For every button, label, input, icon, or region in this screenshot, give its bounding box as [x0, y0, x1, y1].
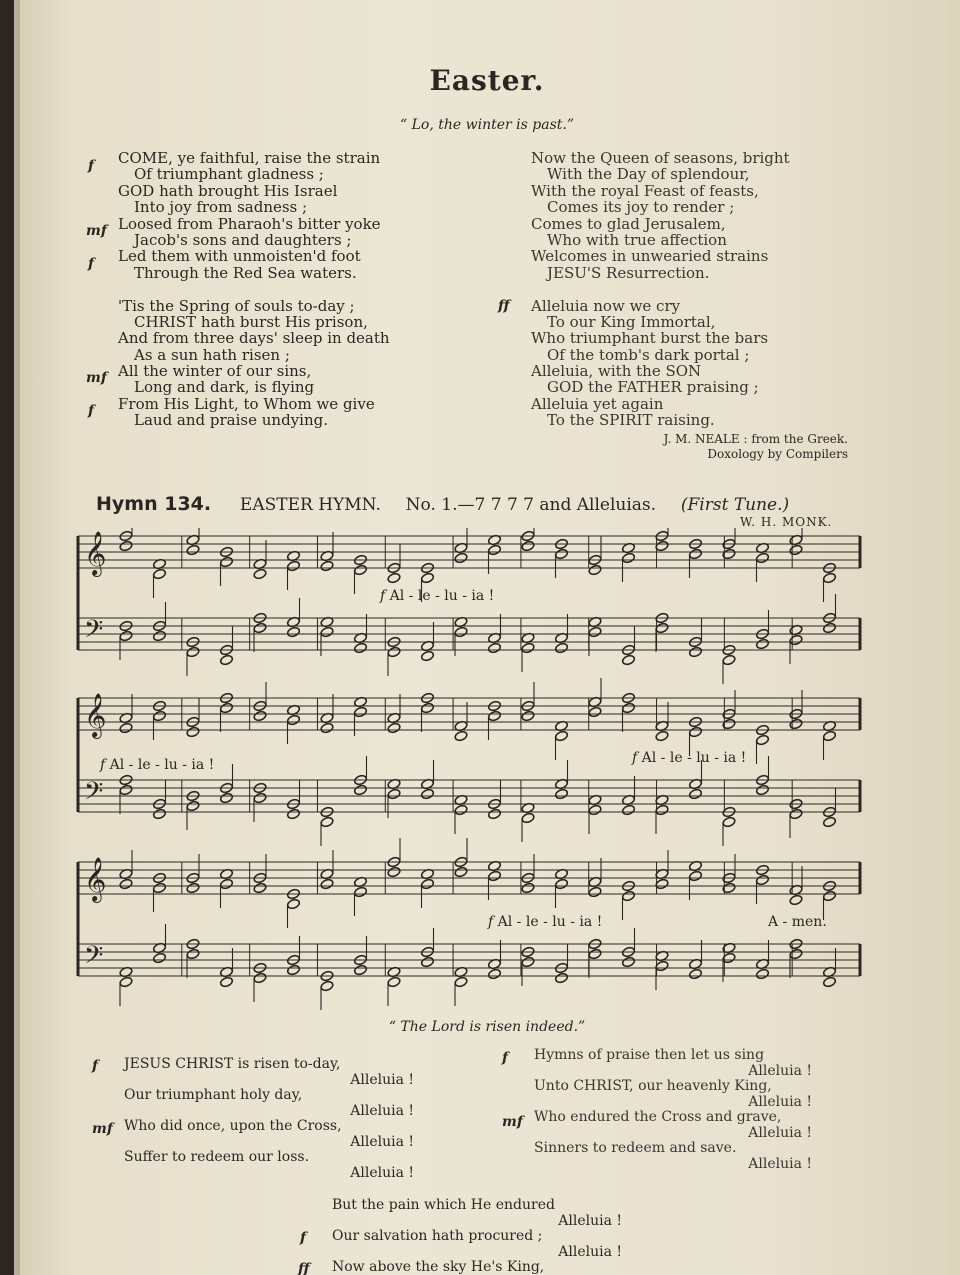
note-head [152, 952, 166, 964]
note-head [119, 722, 133, 734]
page-spine [14, 0, 20, 1275]
note-head [521, 956, 535, 968]
refrain: Alleluia ! [350, 1102, 414, 1119]
note-head [320, 626, 334, 638]
page-title: Easter. [429, 64, 545, 97]
meter: No. 1.—7 7 7 7 and Alleluias. [405, 495, 657, 515]
note-head [387, 722, 401, 734]
note-head [219, 702, 233, 714]
note-head [621, 702, 635, 714]
verse-line: To our King Immortal, [547, 312, 716, 331]
note-head [387, 572, 401, 584]
note-head [353, 564, 367, 576]
note-head [320, 560, 334, 572]
refrain: Alleluia ! [558, 1212, 622, 1229]
refrain: Alleluia ! [748, 1093, 812, 1110]
note-head [755, 638, 769, 650]
note-head [755, 784, 769, 796]
note-head [253, 882, 267, 894]
note-head [688, 870, 702, 882]
score-lyric [380, 588, 494, 604]
note-head [789, 634, 803, 646]
note-head [286, 626, 300, 638]
note-head [353, 642, 367, 654]
verse-line: Our triumphant holy day, [124, 1087, 303, 1103]
note-head [454, 552, 468, 564]
refrain: Alleluia ! [350, 1071, 414, 1088]
note-head [320, 980, 334, 992]
note-head [119, 784, 133, 796]
note-head [420, 572, 434, 584]
note-head [353, 886, 367, 898]
note-head [621, 804, 635, 816]
note-head [688, 968, 702, 980]
lyric-dynamic: f [488, 914, 494, 930]
score-lyric [632, 750, 746, 766]
note-head [186, 948, 200, 960]
note-head [420, 878, 434, 890]
verse-line: Welcomes in unwearied strains [531, 247, 769, 266]
note-head [755, 734, 769, 746]
verse-line: 'Tis the Spring of souls to-day ; [118, 296, 355, 315]
verse-line: Who endured the Cross and grave, [534, 1109, 782, 1125]
treble-clef-icon: 𝄞 [84, 693, 107, 737]
note-head [521, 540, 535, 552]
note-head [822, 572, 836, 584]
note-head [588, 804, 602, 816]
note-head [454, 976, 468, 988]
note-head [186, 726, 200, 738]
verse-line: Comes to glad Jerusalem, [531, 214, 726, 233]
note-head [119, 878, 133, 890]
note-head [219, 792, 233, 804]
note-head [219, 976, 233, 988]
note-head [420, 650, 434, 662]
dynamic-mark: mf [92, 1121, 113, 1137]
verse-line: Hymns of praise then let us sing [534, 1047, 765, 1063]
refrain: Alleluia ! [748, 1155, 812, 1172]
second-hymn-center [332, 1197, 622, 1275]
note-head [387, 646, 401, 658]
note-head [286, 898, 300, 910]
verse-line: Jacob's sons and daughters ; [134, 230, 352, 249]
refrain: Alleluia ! [748, 1062, 812, 1079]
note-head [320, 816, 334, 828]
verse-line: Alleluia yet again [531, 394, 664, 413]
refrain: Alleluia ! [350, 1164, 414, 1181]
note-head [789, 808, 803, 820]
note-head [688, 548, 702, 560]
second-epigraph: “ The Lord is risen indeed.” [388, 1019, 586, 1035]
note-head [253, 710, 267, 722]
note-head [186, 800, 200, 812]
treble-clef-icon: 𝄞 [84, 531, 107, 575]
note-head [688, 788, 702, 800]
note-head [353, 964, 367, 976]
note-head [186, 646, 200, 658]
note-head [554, 548, 568, 560]
note-head [722, 654, 736, 666]
verse-line: Through the Red Sea waters. [134, 263, 357, 282]
note-head [253, 792, 267, 804]
author-line: J. M. NEALE : from the Greek. [663, 432, 848, 446]
verse-line: With the royal Feast of feasts, [531, 181, 759, 200]
verse-line: Of triumphant gladness ; [134, 165, 324, 184]
note-head [487, 544, 501, 556]
note-head [822, 622, 836, 634]
note-head [387, 866, 401, 878]
note-head [789, 718, 803, 730]
verse-line: Led them with unmoisten'd foot [118, 247, 361, 266]
dynamic-mark: mf [86, 223, 107, 239]
verse-line: Into joy from sadness ; [134, 198, 308, 217]
note-head [588, 948, 602, 960]
hymnal-page [14, 0, 960, 1275]
note-head [119, 976, 133, 988]
note-head [387, 788, 401, 800]
note-head [186, 544, 200, 556]
poem-left-column [118, 150, 448, 429]
note-head [655, 730, 669, 742]
lyric-dynamic: f [100, 757, 106, 773]
hymn-number: Hymn 134. [96, 493, 212, 515]
verse-line: Laud and praise undying. [134, 411, 328, 430]
refrain: Alleluia ! [558, 1243, 622, 1260]
verse-line: Suffer to redeem our loss. [124, 1149, 310, 1165]
lyric-text: Al - le - lu - ia ! [389, 588, 495, 604]
verse-line: GOD the FATHER praising ; [547, 378, 759, 397]
score-lyric [488, 914, 602, 930]
note-head [454, 866, 468, 878]
note-head [822, 816, 836, 828]
lyric-text: Al - le - lu - ia ! [109, 757, 215, 773]
note-head [521, 710, 535, 722]
lyric-dynamic: f [380, 588, 386, 604]
verse-line: JESU'S Resurrection. [547, 263, 710, 282]
lyric-text: A - men. [768, 914, 827, 930]
dynamic-mark: f [92, 1058, 99, 1074]
hymn-header [96, 493, 789, 515]
note-head [655, 804, 669, 816]
note-head [454, 804, 468, 816]
note-head [253, 622, 267, 634]
verse-line: And from three days' sleep in death [118, 329, 390, 348]
note-head [588, 706, 602, 718]
note-head [353, 784, 367, 796]
note-head [755, 552, 769, 564]
note-head [588, 564, 602, 576]
verse-line: Who triumphant burst the bars [531, 329, 769, 348]
second-hymn-right [534, 1047, 812, 1171]
attribution [574, 432, 848, 462]
tune-name: EASTER HYMN. [239, 495, 381, 515]
note-head [822, 976, 836, 988]
dynamic-mark: f [88, 403, 95, 419]
note-head [822, 730, 836, 742]
verse-line: As a sun hath risen ; [134, 345, 290, 364]
note-head [219, 556, 233, 568]
dynamic-mark: ff [298, 1261, 310, 1275]
note-head [253, 972, 267, 984]
note-head [621, 890, 635, 902]
note-head [554, 642, 568, 654]
doxology-line: Doxology by Compilers [707, 447, 848, 461]
note-head [789, 948, 803, 960]
note-head [420, 702, 434, 714]
second-hymn-left [124, 1056, 414, 1180]
verse-line: Who did once, upon the Cross, [124, 1118, 342, 1134]
note-head [789, 544, 803, 556]
verse-line: Comes its joy to render ; [547, 198, 735, 217]
note-head [588, 886, 602, 898]
note-head [822, 890, 836, 902]
verse-line: COME, ye faithful, raise the strain [118, 149, 381, 167]
note-head [554, 972, 568, 984]
verse-line: Who with true affection [547, 230, 727, 249]
verse-line: Alleluia, with the SON [531, 362, 702, 381]
note-head [554, 730, 568, 742]
note-head [621, 956, 635, 968]
note-head [487, 870, 501, 882]
dynamic-mark: ff [498, 298, 510, 314]
note-head [688, 726, 702, 738]
verse-line: But the pain which He endured [332, 1197, 555, 1213]
note-head [521, 812, 535, 824]
verse-line: GOD hath brought His Israel [118, 181, 338, 200]
score-lyric [768, 914, 827, 930]
note-head [487, 808, 501, 820]
verse-line: All the winter of our sins, [118, 362, 312, 381]
verse-line: Our salvation hath procured ; [332, 1228, 543, 1244]
note-head [688, 646, 702, 658]
note-head [286, 964, 300, 976]
note-head [152, 808, 166, 820]
note-head [487, 642, 501, 654]
note-head [554, 788, 568, 800]
note-head [588, 626, 602, 638]
note-head [286, 714, 300, 726]
note-head [119, 540, 133, 552]
lyric-dynamic: f [632, 750, 638, 766]
note-head [454, 730, 468, 742]
dynamic-mark: f [88, 256, 95, 272]
note-head [621, 552, 635, 564]
note-head [387, 976, 401, 988]
verse-line: Now above the sky He's King, [332, 1259, 545, 1275]
note-head [219, 878, 233, 890]
note-head [722, 816, 736, 828]
refrain: Alleluia ! [748, 1124, 812, 1141]
refrain: Alleluia ! [350, 1133, 414, 1150]
verse-line: Of the tomb's dark portal ; [547, 345, 750, 364]
note-head [152, 882, 166, 894]
verse-line: Alleluia now we cry [531, 296, 681, 315]
dynamic-mark: mf [502, 1114, 523, 1130]
verse-line: Now the Queen of seasons, bright [531, 149, 790, 167]
lyric-text: Al - le - lu - ia ! [497, 914, 603, 930]
note-head [320, 878, 334, 890]
note-head [487, 968, 501, 980]
note-head [487, 710, 501, 722]
note-head [521, 642, 535, 654]
note-head [621, 654, 635, 666]
dynamic-mark: f [300, 1230, 307, 1246]
verse-line: Loosed from Pharaoh's bitter yoke [118, 214, 381, 233]
tune-note: (First Tune.) [680, 495, 790, 515]
verse-line: Sinners to redeem and save. [534, 1140, 737, 1156]
treble-clef-icon: 𝄞 [84, 857, 107, 901]
note-head [152, 568, 166, 580]
note-head [152, 630, 166, 642]
verse-line: Unto CHRIST, our heavenly King, [534, 1078, 772, 1094]
note-head [152, 710, 166, 722]
note-head [420, 956, 434, 968]
note-head [119, 630, 133, 642]
bass-clef-icon: 𝄢 [84, 615, 104, 650]
note-head [655, 960, 669, 972]
verse-line: JESUS CHRIST is risen to-day, [124, 1056, 341, 1072]
note-head [219, 654, 233, 666]
note-head [789, 894, 803, 906]
note-head [420, 788, 434, 800]
note-head [286, 808, 300, 820]
note-head [655, 622, 669, 634]
note-head [454, 626, 468, 638]
dynamic-mark: f [502, 1050, 509, 1066]
note-head [554, 878, 568, 890]
verse-line: To the SPIRIT raising. [547, 411, 715, 430]
note-head [186, 882, 200, 894]
note-head [755, 874, 769, 886]
dynamic-mark: mf [86, 370, 107, 386]
note-head [655, 540, 669, 552]
bass-clef-icon: 𝄢 [84, 777, 104, 812]
note-head [253, 568, 267, 580]
verse-line: With the Day of splendour, [547, 165, 750, 184]
lyric-text: Al - le - lu - ia ! [641, 750, 747, 766]
note-head [755, 968, 769, 980]
verse-line: CHRIST hath burst His prison, [134, 312, 368, 331]
poem-right-column [531, 150, 871, 429]
epigraph: “ Lo, the winter is past.” [400, 117, 574, 133]
score-lyric [100, 757, 214, 773]
bass-clef-icon: 𝄢 [84, 941, 104, 976]
note-head [353, 706, 367, 718]
composer: W. H. MONK. [740, 515, 833, 529]
verse-line: From His Light, to Whom we give [118, 394, 375, 413]
dynamic-mark: f [88, 158, 95, 174]
note-head [521, 882, 535, 894]
note-head [655, 878, 669, 890]
verse-line: Long and dark, is flying [134, 378, 315, 397]
note-head [286, 560, 300, 572]
note-head [320, 722, 334, 734]
